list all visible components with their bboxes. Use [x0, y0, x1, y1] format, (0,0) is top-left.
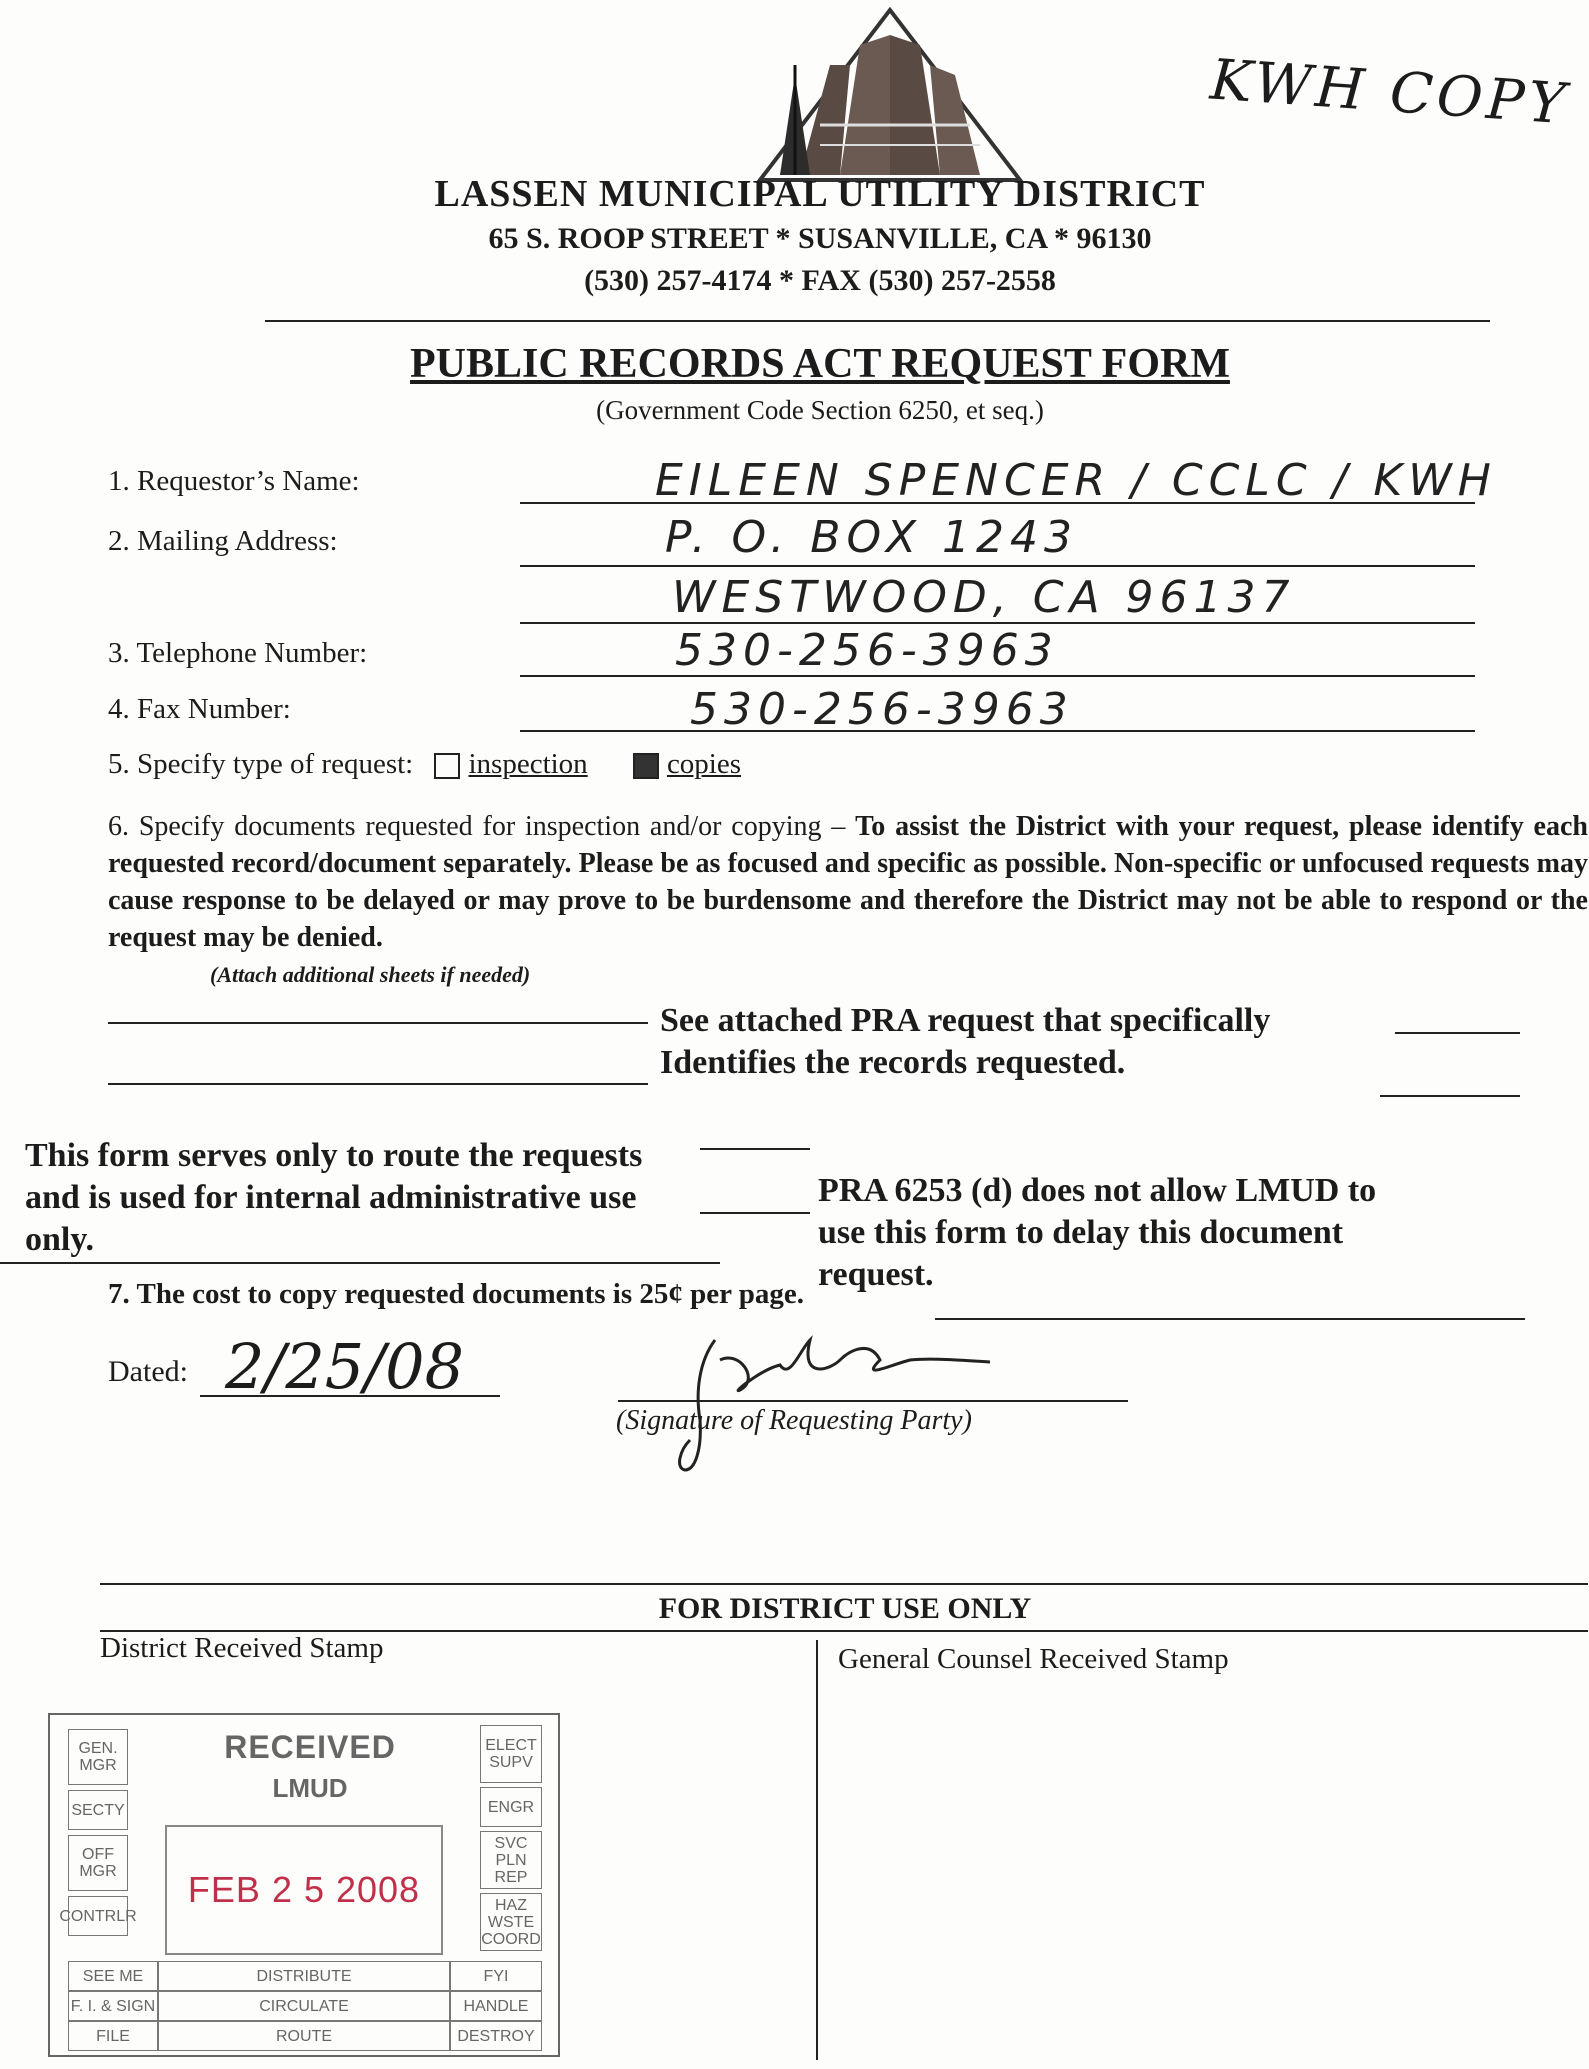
attached-note-line-1: See attached PRA request that specifically	[660, 1002, 1271, 1039]
internal-note-rule	[0, 1262, 720, 1264]
stamp-cell: OFF MGR	[68, 1835, 128, 1891]
stamp-cell: SECTY	[68, 1790, 128, 1830]
telephone-label: 3. Telephone Number:	[108, 637, 368, 669]
stamp-divider	[816, 1640, 818, 2060]
dated-line	[200, 1395, 500, 1397]
stamp-cell: ENGR	[480, 1787, 542, 1827]
attached-note-line-2: Identifies the records requested.	[660, 1044, 1126, 1081]
telephone-value: 530-256-3963	[675, 625, 1059, 676]
stamp-date: FEB 2 5 2008	[165, 1825, 443, 1955]
documents-text: To assist the District with your request, please identify each requested record/document separately. Please be as focused and specific as possible. Non-specific or unfocused requests may cause response to be delayed or may prove to be burdensome and therefore the District may not be able to respond or the request may be denied.	[108, 811, 1588, 953]
stamp-cell: ROUTE	[158, 2021, 450, 2051]
internal-note-line-2: and is used for internal administrative use	[25, 1179, 637, 1216]
counsel-stamp-label: General Counsel Received Stamp	[838, 1643, 1229, 1675]
internal-note-line-3: only.	[25, 1221, 94, 1258]
handwritten-copy-note: KWH COPY	[1208, 47, 1572, 138]
internal-note-line-1: This form serves only to route the requests	[25, 1137, 643, 1174]
telephone-line	[520, 675, 1475, 677]
stamp-title: RECEIVED	[224, 1729, 396, 1765]
doc-line-2	[108, 1083, 648, 1085]
request-type-row	[108, 748, 741, 781]
stamp-org: LMUD	[272, 1773, 348, 1803]
stamp-cell: CONTRLR	[68, 1896, 128, 1936]
doc-line-3	[1395, 1032, 1520, 1034]
mailing-address-line	[520, 565, 1475, 567]
stamp-cell: DISTRIBUTE	[158, 1961, 450, 1991]
stamp-cell: FYI	[450, 1961, 542, 1991]
district-use-rule	[100, 1583, 1588, 1585]
district-stamp-label: District Received Stamp	[100, 1632, 384, 1664]
stamp-cell: FILE	[68, 2021, 158, 2051]
mailing-address-2-value: WESTWOOD, CA 96137	[672, 572, 1296, 623]
cost-line	[935, 1318, 1525, 1320]
org-phone-fax: (530) 257-4174 * FAX (530) 257-2558	[584, 264, 1056, 297]
district-use-heading: FOR DISTRICT USE ONLY	[658, 1592, 1032, 1625]
form-subtitle: (Government Code Section 6250, et seq.)	[596, 395, 1044, 425]
copies-checkbox[interactable]	[633, 753, 659, 779]
pra-line-1	[700, 1148, 810, 1150]
stamp-cell: DESTROY	[450, 2021, 542, 2051]
received-stamp	[48, 1713, 560, 2057]
pra-note-line-1: PRA 6253 (d) does not allow LMUD to	[818, 1172, 1377, 1209]
signature-line	[618, 1400, 1128, 1402]
attach-note: (Attach additional sheets if needed)	[210, 962, 531, 987]
internal-use-note	[25, 1135, 642, 1261]
stamp-cell: CIRCULATE	[158, 1991, 450, 2021]
stamp-cell: ELECT SUPV	[480, 1725, 542, 1783]
request-type-label: 5. Specify type of request:	[108, 748, 414, 780]
header-divider	[265, 320, 1490, 322]
dated-value: 2/25/08	[225, 1330, 465, 1403]
fax-value: 530-256-3963	[690, 684, 1074, 735]
mailing-address-value: P. O. BOX 1243	[665, 512, 1079, 563]
attached-request-note	[660, 1000, 1270, 1084]
pra-note-line-3: request.	[818, 1256, 934, 1293]
stamp-cell: GEN. MGR	[68, 1729, 128, 1785]
fax-line	[520, 730, 1475, 732]
stamp-cell: HAZ WSTE COORD	[480, 1893, 542, 1951]
inspection-option: inspection	[468, 748, 588, 780]
signature-caption: (Signature of Requesting Party)	[616, 1405, 972, 1436]
mailing-address-label: 2. Mailing Address:	[108, 525, 338, 557]
documents-instructions	[108, 808, 1588, 956]
stamp-cell: HANDLE	[450, 1991, 542, 2021]
doc-line-4	[1380, 1095, 1520, 1097]
doc-line-1	[108, 1022, 648, 1024]
copies-option: copies	[666, 748, 742, 780]
inspection-checkbox[interactable]	[434, 753, 460, 779]
form-title: PUBLIC RECORDS ACT REQUEST FORM	[410, 341, 1230, 387]
org-address: 65 S. ROOP STREET * SUSANVILLE, CA * 96130	[488, 222, 1152, 255]
pra-line-2	[700, 1212, 810, 1214]
mailing-address-2-line	[520, 622, 1475, 624]
requestor-name-value: EILEEN SPENCER / CCLC / KWH	[655, 455, 1497, 506]
pra-note-line-2: use this form to delay this document	[818, 1214, 1344, 1251]
stamp-cell: F. I. & SIGN	[68, 1991, 158, 2021]
requestor-name-label: 1. Requestor’s Name:	[108, 465, 360, 497]
dated-label: Dated:	[108, 1355, 188, 1388]
stamp-cell: SVC PLN REP	[480, 1831, 542, 1889]
stamp-cell: SEE ME	[68, 1961, 158, 1991]
copy-cost-note: 7. The cost to copy requested documents is 25¢ per page.	[108, 1278, 804, 1310]
requestor-name-line	[520, 502, 1475, 504]
documents-lead: 6. Specify documents requested for inspection and/or copying –	[108, 811, 856, 842]
district-logo	[740, 5, 1040, 185]
fax-label: 4. Fax Number:	[108, 693, 291, 725]
org-name: LASSEN MUNICIPAL UTILITY DISTRICT	[434, 173, 1206, 215]
pra-6253-note	[818, 1170, 1376, 1296]
